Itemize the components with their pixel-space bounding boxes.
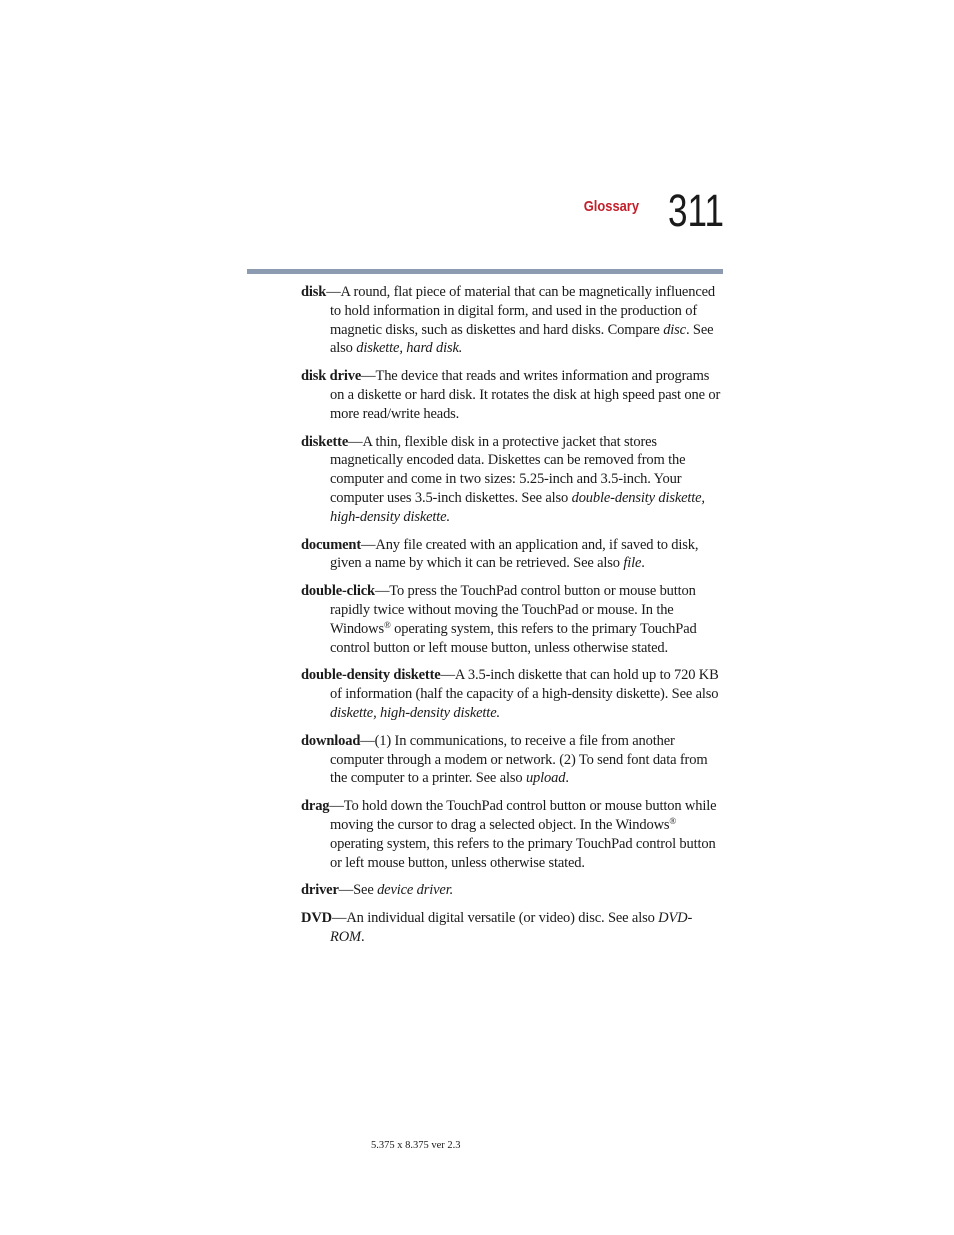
glossary-entry <box>301 732 721 788</box>
glossary-term: disk <box>301 284 327 300</box>
definition-text: —(1) In communications, to receive a file from another computer through a modem or network. (2) To send font data from the computer to a printer. See also <box>330 732 708 787</box>
definition-text: —To hold down the TouchPad control button or mouse button while moving the cursor to drag a selected object. In the Windows <box>329 798 717 833</box>
glossary-entry <box>301 283 721 358</box>
glossary-term: double-click <box>301 583 375 600</box>
page-number: 311 <box>668 185 724 236</box>
glossary-term: double-density diskette <box>301 667 441 684</box>
glossary-entry <box>301 433 721 527</box>
glossary-term: disk drive <box>301 368 362 385</box>
glossary-term: drag <box>301 798 330 815</box>
footer-note: 5.375 x 8.375 ver 2.3 <box>371 1140 461 1151</box>
glossary-entry <box>301 797 721 872</box>
definition-text: . <box>360 928 365 945</box>
definition-text: —To press the TouchPad control button or mouse button rapidly twice without moving the TouchPad or mouse. In the Windows <box>330 583 696 637</box>
definition-text: operating system, this refers to the primary TouchPad control button or left mouse button, unless otherwise stated. <box>330 620 697 656</box>
definition-text: . See also <box>330 321 714 357</box>
glossary-term: DVD <box>301 910 332 927</box>
definition-text: . <box>641 555 645 572</box>
definition-text: —An individual digital versatile (or video) disc. See also <box>331 910 659 927</box>
glossary-entry <box>301 582 721 657</box>
glossary-term: diskette <box>301 433 349 450</box>
glossary-term: document <box>301 536 362 553</box>
section-title: Glossary <box>583 198 639 215</box>
definition-text: operating system, this refers to the primary TouchPad control button or left mouse button, unless otherwise stated. <box>330 835 716 871</box>
definition-text: —Any file created with an application and, if saved to disk, given a name by which it can be retrieved. See also <box>330 536 699 572</box>
cross-reference: diskette, high-density diskette. <box>330 704 500 721</box>
cross-reference: double-density diskette, high-density diskette. <box>330 489 705 525</box>
cross-reference: diskette, hard disk. <box>356 340 463 357</box>
cross-reference: DVD-ROM <box>330 910 693 945</box>
glossary-term: driver <box>301 882 339 899</box>
definition-text: . <box>565 770 569 787</box>
glossary-entry <box>301 666 721 722</box>
definition-text: —See <box>338 882 378 899</box>
cross-reference: device driver. <box>377 882 454 899</box>
glossary-entry <box>301 367 721 423</box>
glossary-term: download <box>301 732 361 749</box>
cross-reference: upload <box>525 770 566 787</box>
registered-mark: ® <box>669 815 677 826</box>
definition-text: —A thin, flexible disk in a protective jacket that stores magnetically encoded data. Diskettes can be removed from the computer and come in two sizes: 5.25-inch and 3.5-inch. Your computer uses 3.5-inch diskettes. See also <box>330 433 686 506</box>
cross-reference: disc <box>663 321 686 338</box>
definition-text: —A round, flat piece of material that can be magnetically influenced to hold information in digital form, and used in the production of magnetic disks, such as diskettes and hard disks. Compare <box>326 284 715 338</box>
glossary-entry <box>301 909 721 947</box>
definition-text: —The device that reads and writes information and programs on a diskette or hard disk. It rotates the disk at high speed past one or more read/write heads. <box>330 368 721 422</box>
header-rule <box>247 269 723 274</box>
registered-mark: ® <box>383 619 391 630</box>
glossary-entry <box>301 536 721 574</box>
definition-text: —A 3.5-inch diskette that can hold up to 720 KB of information (half the capacity of a high-density diskette). See also <box>330 667 719 703</box>
glossary-entries <box>301 283 721 956</box>
cross-reference: file <box>623 555 642 572</box>
glossary-entry <box>301 881 721 900</box>
